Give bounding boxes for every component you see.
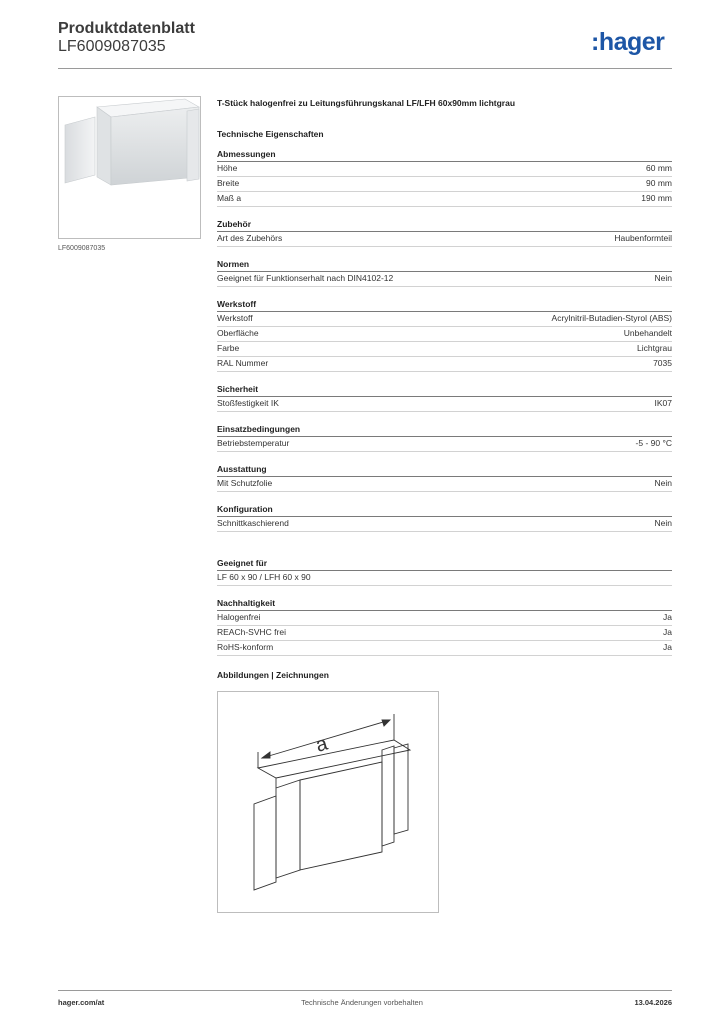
spec-label: Werkstoff xyxy=(217,313,253,323)
spec-value: 90 mm xyxy=(646,178,672,188)
section-suitable-for xyxy=(217,558,672,586)
spec-value: 60 mm xyxy=(646,163,672,173)
spec-value: IK07 xyxy=(654,398,672,408)
spec-label: Breite xyxy=(217,178,240,188)
spec-value: 190 mm xyxy=(641,193,672,203)
section-zubeh-r xyxy=(217,219,672,247)
footer-website: hager.com/at xyxy=(58,998,105,1007)
spec-label: Oberfläche xyxy=(217,328,259,338)
product-details xyxy=(217,97,672,680)
spec-value: -5 - 90 °C xyxy=(635,438,672,448)
spec-value: Nein xyxy=(654,478,672,488)
section-normen xyxy=(217,259,672,287)
section-heading: Sicherheit xyxy=(217,384,672,397)
section-werkstoff xyxy=(217,299,672,372)
spec-label: LF 60 x 90 / LFH 60 x 90 xyxy=(217,572,311,582)
section-heading: Konfiguration xyxy=(217,504,672,517)
figures-heading: Abbildungen | Zeichnungen xyxy=(217,670,329,680)
spec-label: Maß a xyxy=(217,193,242,203)
spec-row xyxy=(217,177,672,192)
spec-row xyxy=(217,611,672,626)
spec-value: Haubenformteil xyxy=(614,233,672,243)
footer-divider xyxy=(58,990,672,991)
hager-logo: :hager xyxy=(591,28,665,56)
spec-row xyxy=(217,272,672,287)
section-heading: Werkstoff xyxy=(217,299,672,312)
spec-row xyxy=(217,342,672,357)
section-heading: Abmessungen xyxy=(217,149,672,162)
spec-row xyxy=(217,232,672,247)
spec-label: RAL Nummer xyxy=(217,358,269,368)
spec-label: Stoßfestigkeit IK xyxy=(217,398,279,408)
section-heading: Zubehör xyxy=(217,219,672,232)
technical-properties-heading: Technische Eigenschaften xyxy=(217,129,324,139)
spec-value: Ja xyxy=(663,642,672,652)
product-image xyxy=(58,96,201,239)
spec-row xyxy=(217,517,672,532)
technical-drawing xyxy=(217,691,439,913)
section-konfiguration xyxy=(217,504,672,532)
footer-notice: Technische Änderungen vorbehalten xyxy=(301,998,423,1007)
footer-date: 13.04.2026 xyxy=(634,998,672,1007)
spec-label: Geeignet für Funktionserhalt nach DIN4102-12 xyxy=(217,273,394,283)
section-heading: Ausstattung xyxy=(217,464,672,477)
spec-value: Nein xyxy=(654,518,672,528)
section-heading: Normen xyxy=(217,259,672,272)
spec-label: Mit Schutzfolie xyxy=(217,478,273,488)
product-title: T-Stück halogenfrei zu Leitungsführungskanal LF/LFH 60x90mm lichtgrau xyxy=(217,98,516,108)
section-abmessungen xyxy=(217,149,672,207)
section-heading: Nachhaltigkeit xyxy=(217,598,672,611)
t-piece-drawing-icon xyxy=(218,692,438,912)
spec-label: Halogenfrei xyxy=(217,612,261,622)
spec-row xyxy=(217,626,672,641)
spec-label: Farbe xyxy=(217,343,240,353)
section-einsatzbedingungen xyxy=(217,424,672,452)
specifications xyxy=(217,149,672,532)
spec-value: Acrylnitril-Butadien-Styrol (ABS) xyxy=(551,313,672,323)
header-divider xyxy=(58,68,672,69)
spec-label: Höhe xyxy=(217,163,238,173)
section-sustainability xyxy=(217,598,672,656)
spec-row xyxy=(217,162,672,177)
product-photo-icon xyxy=(59,97,200,238)
section-ausstattung xyxy=(217,464,672,492)
page-title: Produktdatenblatt xyxy=(58,20,195,37)
spec-value: Ja xyxy=(663,627,672,637)
section-sicherheit xyxy=(217,384,672,412)
spec-value: 7035 xyxy=(653,358,672,368)
spec-value: Lichtgrau xyxy=(637,343,672,353)
spec-row xyxy=(217,192,672,207)
spec-row xyxy=(217,437,672,452)
spec-label: RoHS-konform xyxy=(217,642,274,652)
spec-row xyxy=(217,312,672,327)
spec-row xyxy=(217,641,672,656)
dimension-label: a xyxy=(313,732,331,757)
spec-value: Unbehandelt xyxy=(623,328,672,338)
spec-row xyxy=(217,477,672,492)
spec-label: REACh-SVHC frei xyxy=(217,627,286,637)
spec-row xyxy=(217,397,672,412)
spec-label: Schnittkaschierend xyxy=(217,518,289,528)
article-number: LF6009087035 xyxy=(58,38,166,55)
spec-label: Betriebstemperatur xyxy=(217,438,290,448)
spec-row xyxy=(217,357,672,372)
section-heading: Einsatzbedingungen xyxy=(217,424,672,437)
section-heading: Geeignet für xyxy=(217,558,672,571)
spec-value: Ja xyxy=(663,612,672,622)
spec-value: Nein xyxy=(654,273,672,283)
product-image-caption: LF6009087035 xyxy=(58,245,106,252)
spec-row xyxy=(217,571,672,586)
spec-label: Art des Zubehörs xyxy=(217,233,283,243)
spec-row xyxy=(217,327,672,342)
